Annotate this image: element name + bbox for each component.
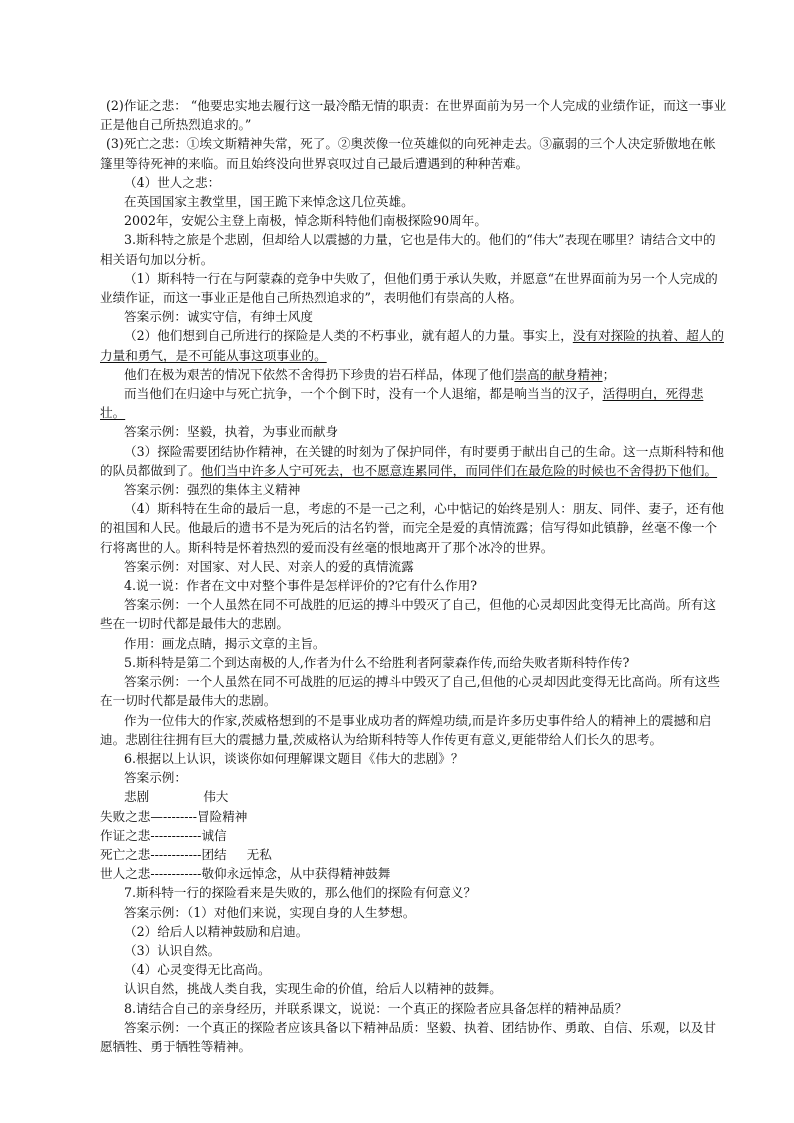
paragraph: (2)作证之悲： “他要忠实地去履行这一最冷酷无情的职责：在世界面前为另一个人完成的业绩作证，而这一事业正是他自己所热烈追求的。” — [100, 98, 727, 133]
answer-example: 答案示例：一个人虽然在同不可战胜的厄运的搏斗中毁灭了自己，但他的心灵却因此变得无比高尚。所有这些在一切时代都是最伟大的悲剧。 — [100, 597, 716, 632]
answer-example: 答案示例：对国家、对人民、对亲人的爱的真情流露 — [124, 558, 414, 574]
paragraph: 而当他们在归途中与死亡抗争，一个个倒下时，没有一个人退缩，都是响当当的汉子，活得明白，死得悲壮。 — [100, 386, 704, 421]
paragraph: 作用：画龙点睛，揭示文章的主旨。 — [124, 635, 326, 651]
answer-example: 答案示例：一个人虽然在同不可战胜的厄运的搏斗中毁灭了自己,但他的心灵却因此变得无比高尚。所有这些在一切时代都是最伟大的悲剧。 — [100, 674, 720, 709]
answer-example: 答案示例：坚毅，执着，为事业而献身 — [124, 424, 339, 440]
paragraph: （4）斯科特在生命的最后一息，考虑的不是一己之利，心中惦记的始终是别人：朋友、同伴、妻子，还有他的祖国和人民。他最后的遗书不是为死后的沽名钓誉，而完全是爱的真情流露；信写得如此镇静，丝毫不像一个行将离世的人。斯科特是怀着热烈的爱而没有丝毫的恨地离开了那个冰冷的世界。 — [100, 501, 724, 555]
chart-row: 失败之悲—--------冒险精神 — [100, 808, 248, 824]
underlined-text: 活得明白，死得悲壮。 — [100, 386, 704, 421]
paragraph: （3）认识自然。 — [124, 942, 221, 958]
chart-header: 悲剧 伟大 — [124, 789, 229, 805]
paragraph: （1）斯科特一行在与阿蒙森的竞争中失败了，但他们勇于承认失败，并愿意“在世界面前为另一个人完成的业绩作证，而这一事业正是他自己所热烈追求的”，表明他们有崇高的人格。 — [100, 270, 718, 306]
question: 7.斯科特一行的探险看来是失败的，那么他们的探险有何意义？ — [124, 885, 477, 901]
question: 4.说一说：作者在文中对整个事件是怎样评价的?它有什么作用? — [124, 578, 477, 594]
answer-example: 答案示例：一个真正的探险者应该具备以下精神品质：坚毅、执着、团结协作、勇敢、自信、乐观，以及甘愿牺牲、勇于牺牲等精神。 — [100, 1019, 716, 1054]
document-body — [100, 96, 728, 1056]
paragraph: （2）给后人以精神鼓励和启迪。 — [124, 923, 309, 939]
paragraph: 在英国国家主教堂里，国王跪下来悼念这几位英雄。 — [124, 194, 414, 210]
paragraph: （3）探险需要团结协作精神，在关键的时刻为了保护同伴，有时要勇于献出自己的生命。这一点斯科特和他的队员都做到了。他们当中许多人宁可死去，也不愿意连累同伴，而同伴们在最危险的时候也不舍得扔下他们。 — [100, 443, 724, 478]
paragraph: （4）世人之悲： — [124, 174, 221, 190]
chart-row: 作证之悲------------诚信 — [100, 827, 227, 843]
paragraph: 他们在极为艰苦的情况下依然不舍得扔下珍贵的岩石样品，体现了他们崇高的献身精神； — [124, 366, 616, 382]
paragraph: (3)死亡之悲：①埃文斯精神失常，死了。②奥茨像一位英雄似的向死神走去。③羸弱的三个人决定骄傲地在帐篷里等待死神的来临。而且始终没向世界哀叹过自己最后遭遇到的种种苦难。 — [100, 136, 716, 171]
chart-row: 世人之悲------------敬仰永远悼念，从中获得精神鼓舞 — [100, 866, 391, 882]
paragraph: 作为一位伟大的作家,茨威格想到的不是事业成功者的辉煌功绩,而是许多历史事件给人的精神上的震撼和启迪。悲剧往往拥有巨大的震撼力量,茨威格认为给斯科特等人作传更有意义,更能带给人们长久的思考。 — [100, 712, 712, 747]
paragraph: 认识自然，挑战人类自我，实现生命的价值，给后人以精神的鼓舞。 — [124, 981, 502, 997]
underlined-text: 崇高的献身精神 — [514, 366, 603, 382]
paragraph: （4）心灵变得无比高尚。 — [124, 962, 271, 978]
underlined-text: 他们当中许多人宁可死去，也不愿意连累同伴，而同伴们在最危险的时候也不舍得扔下他们。 — [200, 462, 718, 478]
question: 8.请结合自己的亲身经历，并联系课文，说说：一个真正的探险者应具备怎样的精神品质？ — [124, 1000, 628, 1016]
chart-row: 死亡之悲------------团结 无私 — [100, 846, 272, 862]
question: 5.斯科特是第二个到达南极的人,作者为什么不给胜利者阿蒙森作传,而给失败者斯科特作传? — [124, 654, 630, 670]
answer-example: 答案示例：强烈的集体主义精神 — [124, 482, 301, 498]
question: 3.斯科特之旅是个悲剧，但却给人以震撼的力量，它也是伟大的。他们的“伟大”表现在哪里？请结合文中的相关语句加以分析。 — [100, 232, 716, 267]
paragraph: 2002年，安妮公主登上南极，悼念斯科特他们南极探险90周年。 — [124, 213, 487, 229]
answer-example: 答案示例：（1）对他们来说，实现自身的人生梦想。 — [124, 904, 416, 920]
question: 6.根据以上认识，谈谈你如何理解课文题目《伟大的悲剧》？ — [124, 750, 464, 766]
answer-example: 答案示例：诚实守信，有绅士风度 — [124, 309, 313, 325]
answer-example: 答案示例： — [124, 770, 187, 786]
paragraph: （2）他们想到自己所进行的探险是人类的不朽事业，就有超人的力量。事实上，没有对探险的执着、超人的力量和勇气，是不可能从事这项事业的。 — [100, 328, 724, 363]
underlined-text: 没有对探险的执着、超人的力量和勇气，是不可能从事这项事业的。 — [100, 328, 724, 363]
